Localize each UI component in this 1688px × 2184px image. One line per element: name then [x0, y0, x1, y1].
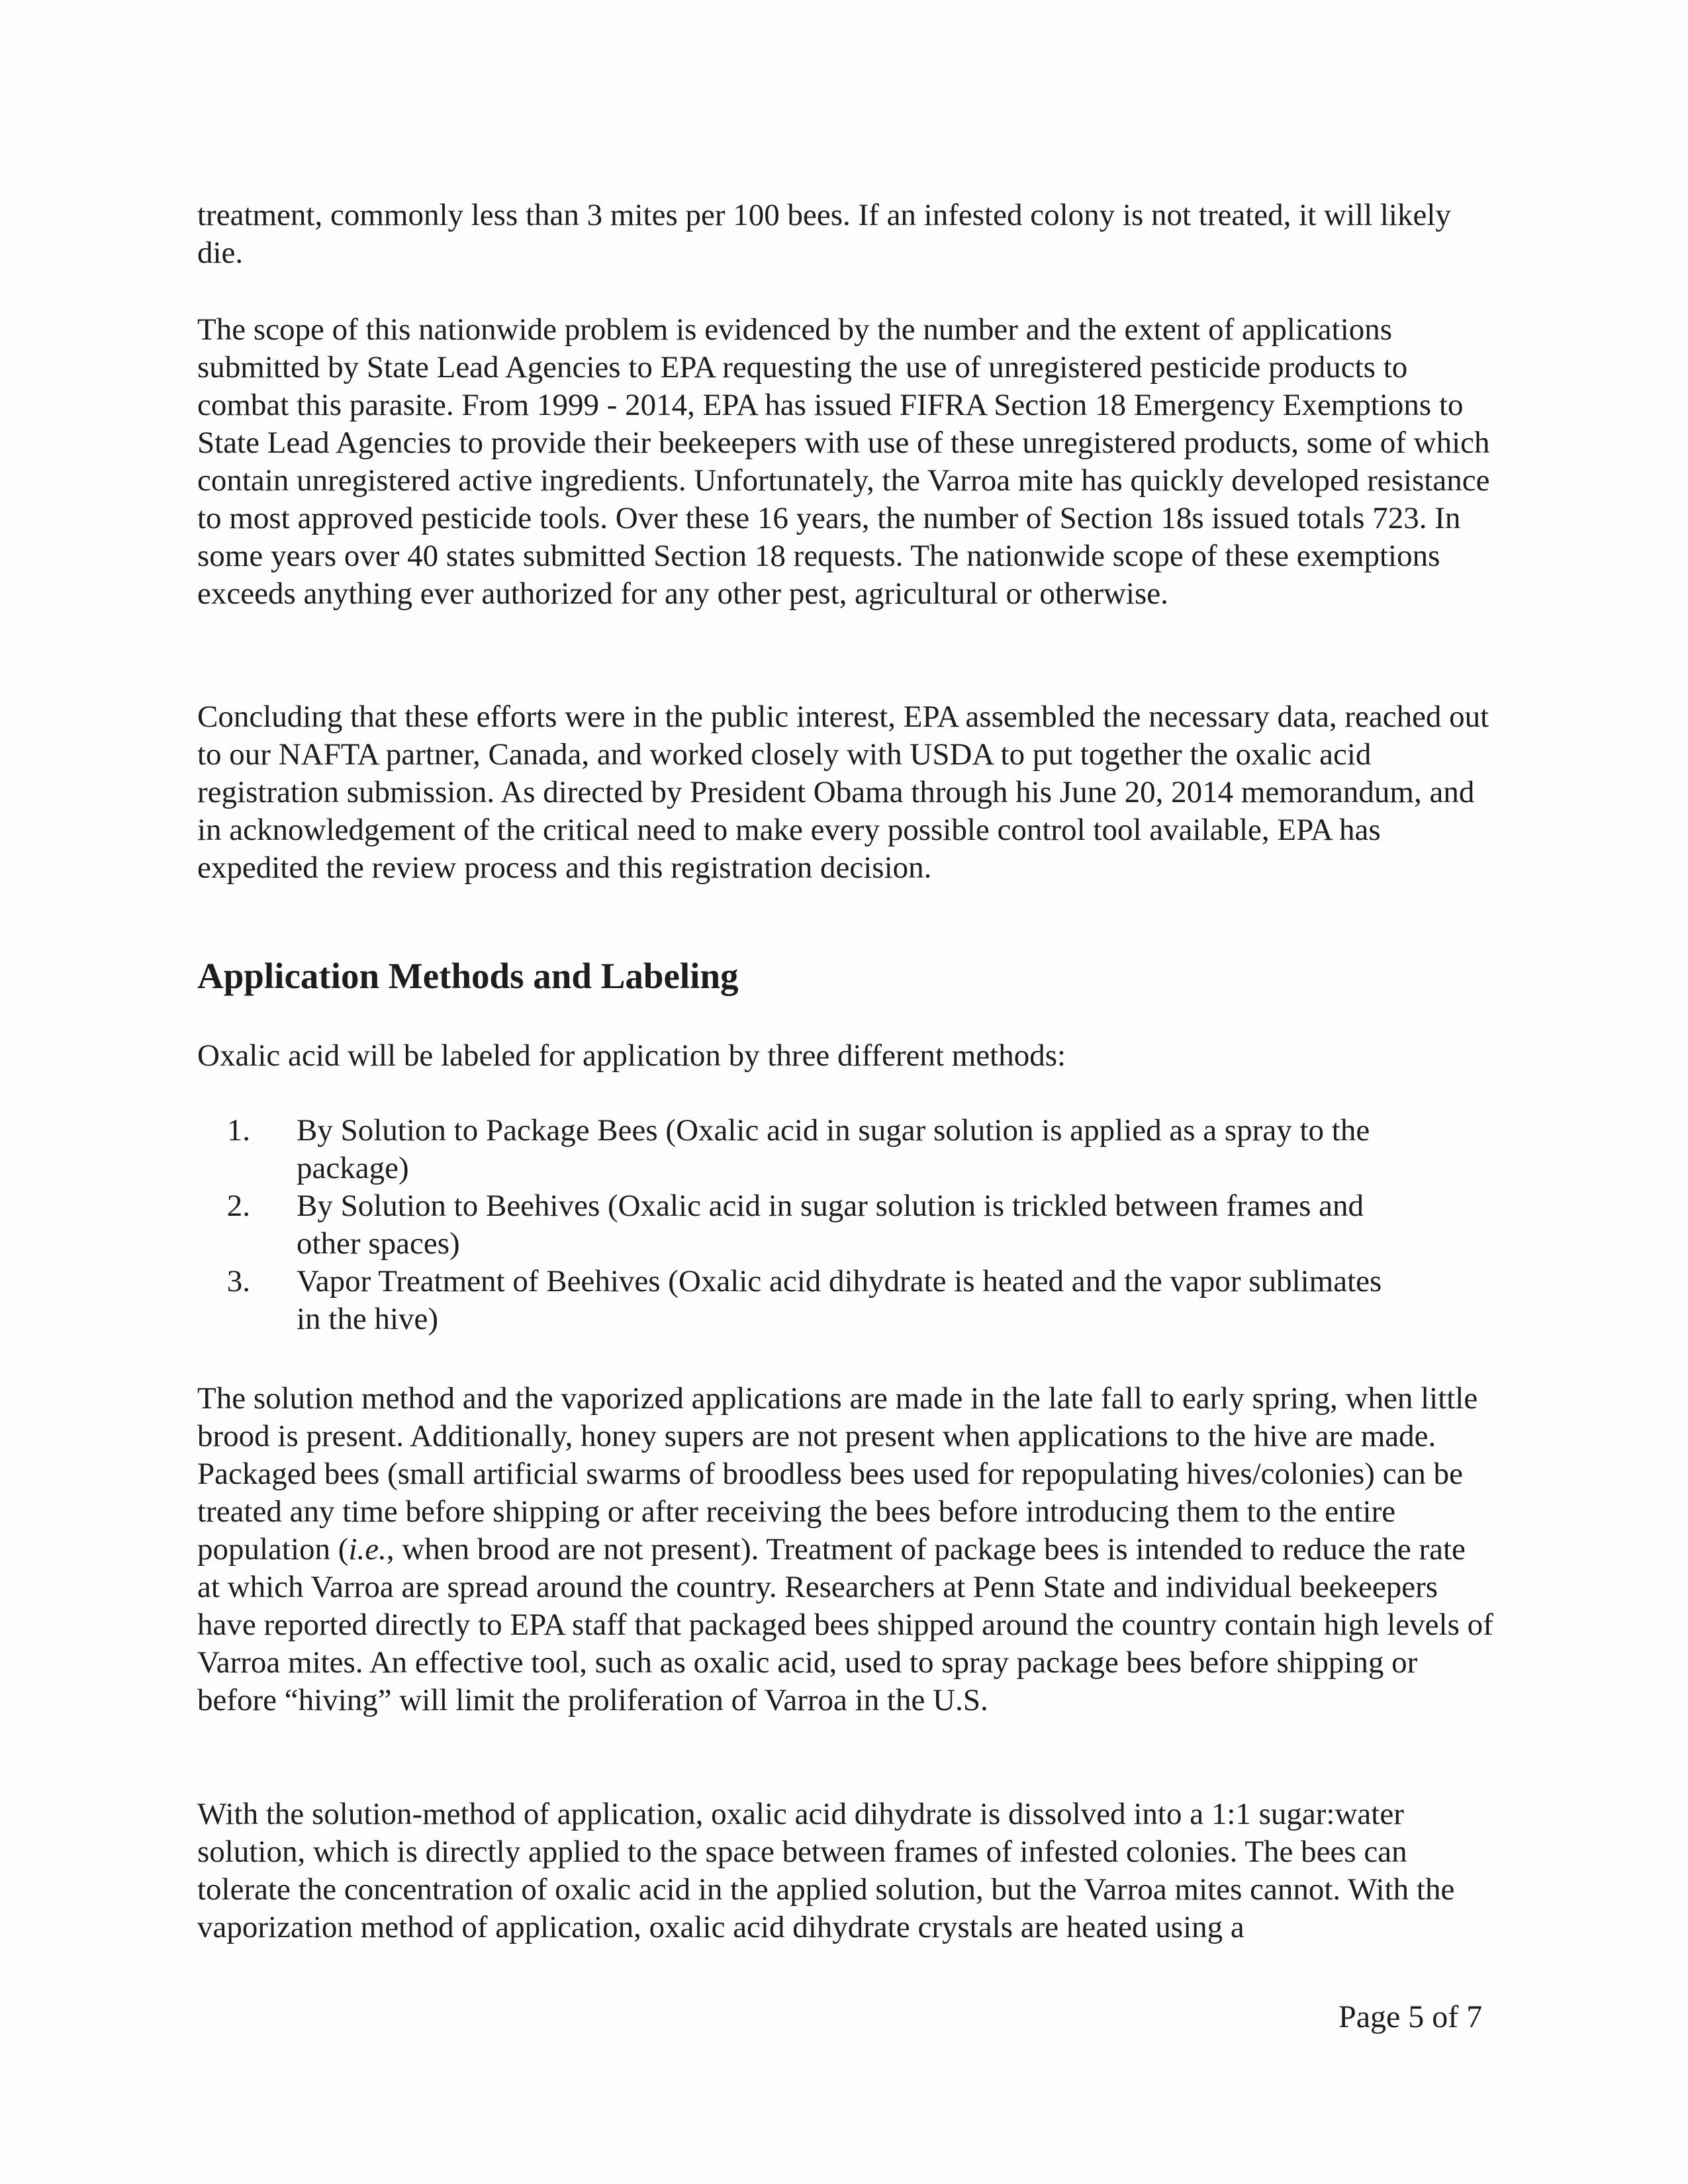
list-item [197, 1263, 1495, 1338]
paragraph-solution-method: With the solution-method of application, oxalic acid dihydrate is dissolved into a 1:1 sugar:water solution, which is directly applied to the space between frames of infested colonies. The bees can tolerate the concentration of oxalic acid in the applied solution, but the Varroa mites cannot. With the vaporization method of application, oxalic acid dihydrate crystals are heated using a [197, 1797, 1455, 1944]
paragraph-nationwide-scope: The scope of this nationwide problem is evidenced by the number and the extent of applications submitted by State Lead Agencies to EPA requesting the use of unregistered pesticide products to combat this parasite. From 1999 - 2014, EPA has issued FIFRA Section 18 Emergency Exemptions to State Lead Agencies to provide their beekeepers with use of these unregistered products, some of which contain unregistered active ingredients. Unfortunately, the Varroa mite has quickly developed resistance to most approved pesticide tools. Over these 16 years, the number of Section 18s issued totals 723. In some years over 40 states submitted Section 18 requests. The nationwide scope of these exemptions exceeds anything ever authorized for any other pest, agricultural or otherwise. [197, 312, 1490, 611]
list-item [197, 1112, 1495, 1187]
paragraph-application-timing [197, 1380, 1495, 1719]
methods-list [197, 1112, 1495, 1338]
list-item [197, 1187, 1495, 1263]
paragraph-registration-decision: Concluding that these efforts were in the public interest, EPA assembled the necessary data, reached out to our NAFTA partner, Canada, and worked closely with USDA to put together the oxalic acid registration submission. As directed by President Obama through his June 20, 2014 memorandum, and in acknowledgement of the critical need to make every possible control tool available, EPA has expedited the review process and this registration decision. [197, 700, 1489, 885]
paragraph-application-timing-part-1: The solution method and the vaporized applications are made in the late fall to early spring, when little brood is present. Additionally, honey supers are not present when applications to the hive are made. Packaged bees (small artificial swarms of broodless bees used for repopulating hives/colonies) can be treated any time before shipping or after receiving the bees before introducing them to the entire population ( [197, 1381, 1478, 1567]
paragraph-treatment-threshold: treatment, commonly less than 3 mites per 100 bees. If an infested colony is not treated, it will likely die. [197, 198, 1451, 270]
list-item-text: Vapor Treatment of Beehives (Oxalic acid dihydrate is heated and the vapor sublimates in the hive) [297, 1264, 1382, 1336]
section-heading: Application Methods and Labeling [197, 956, 739, 996]
list-item-text: By Solution to Beehives (Oxalic acid in sugar solution is trickled between frames and other spaces) [297, 1189, 1364, 1261]
page-number: Page 5 of 7 [1338, 1999, 1483, 2034]
methods-intro: Oxalic acid will be labeled for application by three different methods: [197, 1038, 1066, 1073]
paragraph-application-timing-part-2: , when brood are not present). Treatment of package bees is intended to reduce the rate at which Varroa are spread around the country. Researchers at Penn State and individual beekeepers have reported directly to EPA staff that packaged bees shipped around the country contain high levels of Varroa mites. An effective tool, such as oxalic acid, used to spray package bees before shipping or before “hiving” will limit the proliferation of Varroa in the U.S. [197, 1532, 1493, 1717]
list-item-number: 3. [226, 1264, 250, 1298]
paragraph-application-timing-italic: i.e. [348, 1532, 387, 1567]
list-item-number: 1. [226, 1113, 250, 1148]
list-item-text: By Solution to Package Bees (Oxalic acid in sugar solution is applied as a spray to the package) [297, 1113, 1370, 1185]
list-item-number: 2. [226, 1189, 250, 1223]
